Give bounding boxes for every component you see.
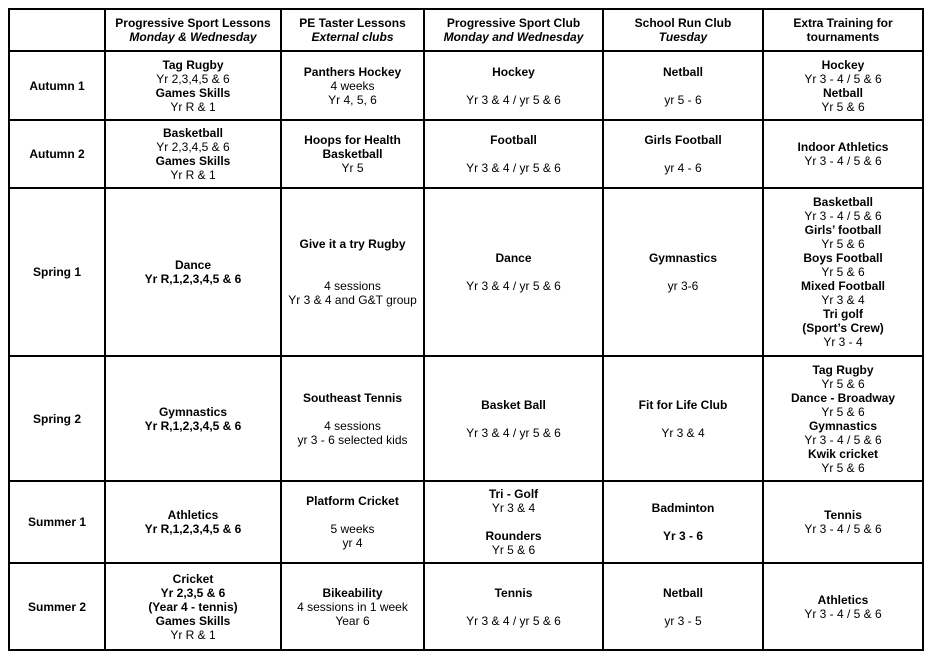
- schedule-cell: [603, 120, 763, 188]
- activity-detail: 4 sessions in 1 week: [297, 599, 408, 614]
- activity-detail: Yr 3 & 4 / yr 5 & 6: [466, 92, 561, 107]
- header-title-line-2: tournaments: [806, 30, 880, 44]
- spacer-line: [607, 265, 759, 279]
- term-cell: Spring 1: [9, 188, 105, 356]
- activity-name: Tag Rugby: [812, 362, 874, 377]
- activity-detail: Yr 3 & 4 / yr 5 & 6: [466, 613, 561, 628]
- term-cell: Spring 2: [9, 356, 105, 481]
- activity-detail: Yr 5 & 6: [821, 237, 865, 251]
- spacer-line: [285, 508, 420, 522]
- activity-name: Rounders: [485, 529, 542, 543]
- activity-detail: Yr 5 & 6: [821, 99, 865, 114]
- schedule-cell: [105, 120, 281, 188]
- activity-detail: yr 3 - 6 selected kids: [297, 432, 408, 447]
- activity-detail: Yr R & 1: [170, 627, 216, 642]
- activity-detail: yr 4 - 6: [664, 161, 702, 175]
- activity-name: Games Skills: [155, 85, 231, 100]
- spacer-line: [285, 251, 420, 265]
- activity-detail: Yr 3 & 4 and G&T group: [288, 293, 417, 307]
- activity-name: Athletics: [167, 508, 219, 522]
- schedule-cell: [763, 356, 923, 481]
- activity-name: Basketball: [322, 147, 383, 161]
- schedule-cell: [105, 188, 281, 356]
- activity-detail: Yr 5: [341, 161, 364, 175]
- activity-name: Tennis: [494, 585, 533, 600]
- schedule-cell: [763, 481, 923, 563]
- spacer-line: [607, 412, 759, 426]
- activity-detail: Yr 2,3,4,5 & 6: [156, 71, 230, 86]
- activity-detail: Yr 5 & 6: [821, 376, 865, 391]
- activity-name: Netball: [662, 585, 703, 600]
- spacer-line: [428, 79, 599, 93]
- activity-detail: yr 5 - 6: [664, 92, 702, 107]
- term-cell: Summer 2: [9, 563, 105, 650]
- schedule-cell: [281, 188, 424, 356]
- activity-detail: Yr 3 - 4 / 5 & 6: [804, 432, 882, 447]
- activity-name: Tennis: [824, 508, 862, 522]
- activity-name: Basketball: [812, 195, 874, 209]
- schedule-cell: [424, 481, 603, 563]
- activity-name: Southeast Tennis: [302, 390, 403, 405]
- activity-name: Yr R,1,2,3,4,5 & 6: [144, 272, 242, 286]
- activity-name: Yr 2,3,5 & 6: [160, 585, 226, 600]
- activity-name: Gymnastics: [158, 404, 228, 419]
- activity-detail: 4 sessions: [324, 279, 381, 293]
- activity-name: Hoops for Health: [304, 133, 401, 147]
- activity-name: Gymnastics: [648, 251, 718, 265]
- header-subtitle: External clubs: [311, 30, 394, 44]
- activity-name: Dance: [174, 258, 212, 272]
- activity-name: Girls’ football: [804, 223, 882, 237]
- spacer-line: [428, 147, 599, 161]
- activity-detail: Yr 5 & 6: [821, 404, 865, 419]
- schedule-cell: [281, 51, 424, 120]
- table-body: [9, 9, 923, 650]
- spacer-line: [428, 600, 599, 614]
- schedule-cell: [763, 188, 923, 356]
- schedule-cell: [763, 120, 923, 188]
- activity-name: Football: [490, 133, 537, 147]
- schedule-cell: [105, 51, 281, 120]
- table-row: [9, 51, 923, 120]
- schedule-cell: [603, 188, 763, 356]
- activity-detail: 4 weeks: [330, 78, 375, 93]
- spacer-line: [428, 412, 599, 426]
- activity-name: Yr 3 - 6: [662, 529, 704, 543]
- activity-name: Panthers Hockey: [303, 64, 402, 79]
- activity-detail: Yr 2,3,4,5 & 6: [156, 140, 230, 154]
- activity-name: Netball: [822, 85, 863, 100]
- activity-name: Tag Rugby: [162, 57, 224, 72]
- activity-name: Mixed Football: [801, 279, 885, 293]
- activity-name: Cricket: [172, 571, 214, 586]
- spacer-line: [607, 515, 759, 529]
- activity-name: Girls Football: [644, 133, 722, 147]
- activity-name: Bikeability: [322, 585, 383, 600]
- activity-name: Gymnastics: [808, 418, 878, 433]
- sport-schedule-table: [8, 8, 924, 651]
- activity-detail: Year 6: [335, 613, 370, 628]
- header-title: Extra Training for: [793, 16, 893, 30]
- activity-name: Fit for Life Club: [638, 397, 728, 412]
- activity-name: (Year 4 - tennis): [148, 599, 238, 614]
- activity-detail: Yr 3 & 4: [821, 293, 865, 307]
- activity-detail: Yr 5 & 6: [491, 543, 536, 557]
- schedule-cell: [603, 563, 763, 650]
- activity-name: Games Skills: [155, 154, 231, 168]
- activity-detail: 5 weeks: [330, 522, 375, 536]
- activity-name: Indoor Athletics: [797, 140, 889, 154]
- activity-name: Hockey: [492, 64, 535, 79]
- schedule-cell: [424, 120, 603, 188]
- header-title: School Run Club: [634, 16, 732, 30]
- table-row: [9, 120, 923, 188]
- activity-name: Boys Football: [803, 251, 883, 265]
- activity-detail: yr 3-6: [667, 279, 699, 293]
- schedule-cell: [281, 120, 424, 188]
- term-cell: Summer 1: [9, 481, 105, 563]
- schedule-cell: [281, 356, 424, 481]
- header-row: [9, 9, 923, 51]
- schedule-cell: [424, 356, 603, 481]
- activity-detail: Yr 5 & 6: [821, 460, 865, 475]
- schedule-cell: [763, 51, 923, 120]
- schedule-cell: [603, 356, 763, 481]
- spacer-line: [607, 79, 759, 93]
- activity-name: Tri - Golf: [488, 487, 539, 501]
- activity-name: Tri golf: [823, 307, 863, 321]
- spacer-line: [285, 265, 420, 279]
- activity-detail: Yr 3 - 4 / 5 & 6: [804, 606, 882, 621]
- header-title: Progressive Sport Club: [446, 16, 581, 30]
- table-row: [9, 563, 923, 650]
- header-subtitle: Tuesday: [658, 30, 708, 44]
- activity-detail: yr 3 - 5: [664, 613, 702, 628]
- spacer-line: [428, 515, 599, 529]
- schedule-cell: [424, 563, 603, 650]
- table-row: [9, 188, 923, 356]
- table-row: [9, 356, 923, 481]
- activity-detail: Yr 3 & 4 / yr 5 & 6: [466, 279, 561, 293]
- activity-detail: 4 sessions: [324, 418, 381, 433]
- activity-name: Netball: [662, 64, 703, 79]
- activity-name: Platform Cricket: [306, 494, 399, 508]
- activity-detail: Yr 5 & 6: [821, 265, 865, 279]
- activity-name: Badminton: [651, 501, 715, 515]
- header-corner-cell: [9, 9, 105, 51]
- header-cell-progressive-sport-lessons: [105, 9, 281, 51]
- header-subtitle: Monday & Wednesday: [129, 30, 257, 44]
- spacer-line: [428, 265, 599, 279]
- schedule-cell: [763, 563, 923, 650]
- schedule-cell: [105, 563, 281, 650]
- activity-name: Dance - Broadway: [790, 390, 896, 405]
- spacer-line: [285, 405, 420, 419]
- term-cell: Autumn 1: [9, 51, 105, 120]
- activity-detail: Yr 4, 5, 6: [328, 92, 377, 107]
- term-cell: Autumn 2: [9, 120, 105, 188]
- schedule-cell: [603, 51, 763, 120]
- activity-name: Dance: [495, 251, 532, 265]
- activity-name: Give it a try Rugby: [299, 237, 406, 251]
- header-cell-pe-taster-lessons: [281, 9, 424, 51]
- schedule-cell: [424, 188, 603, 356]
- activity-detail: Yr R & 1: [170, 99, 216, 114]
- activity-name: Games Skills: [155, 613, 231, 628]
- activity-name: Basket Ball: [481, 397, 546, 412]
- header-title: Progressive Sport Lessons: [115, 16, 271, 30]
- schedule-cell: [105, 356, 281, 481]
- header-cell-extra-training: [763, 9, 923, 51]
- activity-detail: Yr 3 & 4 / yr 5 & 6: [466, 425, 561, 440]
- schedule-cell: [105, 481, 281, 563]
- header-cell-progressive-sport-club: [424, 9, 603, 51]
- spacer-line: [607, 147, 759, 161]
- activity-detail: Yr 3 & 4: [491, 501, 536, 515]
- activity-name: Yr R,1,2,3,4,5 & 6: [144, 418, 242, 433]
- activity-detail: Yr 3 - 4 / 5 & 6: [804, 71, 882, 86]
- activity-detail: Yr R & 1: [170, 168, 216, 182]
- schedule-cell: [281, 481, 424, 563]
- schedule-cell: [603, 481, 763, 563]
- activity-name: Yr R,1,2,3,4,5 & 6: [144, 522, 242, 536]
- activity-detail: Yr 3 & 4: [661, 425, 705, 440]
- activity-detail: Yr 3 & 4 / yr 5 & 6: [466, 161, 561, 175]
- schedule-cell: [424, 51, 603, 120]
- activity-detail: Yr 3 - 4 / 5 & 6: [804, 154, 882, 168]
- activity-detail: Yr 3 - 4: [823, 335, 863, 349]
- spacer-line: [607, 600, 759, 614]
- header-subtitle: Monday and Wednesday: [443, 30, 584, 44]
- activity-detail: Yr 3 - 4 / 5 & 6: [804, 209, 882, 223]
- header-title: PE Taster Lessons: [299, 16, 406, 30]
- schedule-cell: [281, 563, 424, 650]
- header-cell-school-run-club: [603, 9, 763, 51]
- activity-detail: yr 4: [342, 536, 363, 550]
- table-row: [9, 481, 923, 563]
- activity-name: Kwik cricket: [807, 446, 879, 461]
- activity-name: Hockey: [821, 57, 865, 72]
- activity-detail: Yr 3 - 4 / 5 & 6: [804, 522, 882, 536]
- activity-name: (Sport’s Crew): [802, 321, 884, 335]
- activity-name: Athletics: [817, 592, 869, 607]
- activity-name: Basketball: [162, 126, 224, 140]
